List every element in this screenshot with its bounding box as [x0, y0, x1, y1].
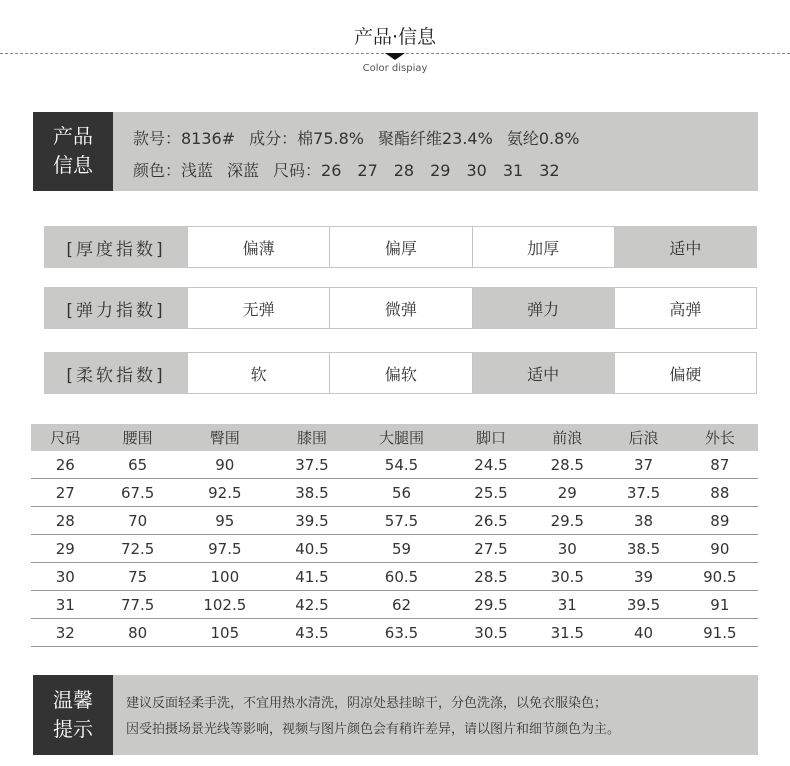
col-header-waist: 腰围: [100, 424, 176, 451]
table-cell: 62: [350, 591, 453, 619]
table-cell: 105: [176, 619, 274, 647]
table-cell: 59: [350, 535, 453, 563]
size-table: [31, 424, 758, 647]
table-cell: 28.5: [453, 563, 529, 591]
softness-option-slightly-soft: 偏软: [330, 352, 472, 394]
table-cell: 29: [31, 535, 100, 563]
header-arrow-marker: [385, 53, 405, 60]
table-cell: 80: [100, 619, 176, 647]
table-cell: 39.5: [274, 507, 350, 535]
col-header-leg-opening: 脚口: [453, 424, 529, 451]
table-cell: 90.5: [682, 563, 758, 591]
table-cell: 37.5: [274, 451, 350, 479]
table-cell: 43.5: [274, 619, 350, 647]
thickness-option-medium: 适中: [615, 226, 757, 268]
table-cell: 91: [682, 591, 758, 619]
table-cell: 75: [100, 563, 176, 591]
table-cell: 91.5: [682, 619, 758, 647]
table-cell: 29.5: [529, 507, 605, 535]
table-cell: 42.5: [274, 591, 350, 619]
product-info-tag-line1: 产品: [53, 124, 93, 148]
care-tip-wash: 建议反面轻柔手洗，不宜用热水清洗，阴凉处悬挂晾干，分色洗涤，以免衣服染色；: [126, 696, 608, 711]
col-header-knee: 膝围: [274, 424, 350, 451]
table-cell: 102.5: [176, 591, 274, 619]
table-cell: 77.5: [100, 591, 176, 619]
table-cell: 88: [682, 479, 758, 507]
composition-spandex: 氨纶0.8%: [506, 129, 580, 148]
col-header-size: 尺码: [31, 424, 100, 451]
composition-cotton: 成分：棉75.8%: [249, 129, 364, 148]
care-tips-tag-line2: 提示: [53, 717, 93, 741]
table-cell: 27: [31, 479, 100, 507]
table-cell: 26: [31, 451, 100, 479]
color-dark-blue: 深蓝: [227, 161, 260, 180]
table-row: [31, 451, 758, 479]
table-cell: 92.5: [176, 479, 274, 507]
elasticity-option-stretch: 弹力: [473, 287, 615, 329]
table-cell: 72.5: [100, 535, 176, 563]
table-cell: 39.5: [605, 591, 681, 619]
table-cell: 41.5: [274, 563, 350, 591]
table-cell: 100: [176, 563, 274, 591]
care-tips-box: [33, 675, 758, 755]
table-cell: 29.5: [453, 591, 529, 619]
table-cell: 25.5: [453, 479, 529, 507]
table-cell: 31: [529, 591, 605, 619]
product-color-size-line: [133, 158, 574, 181]
table-cell: 38.5: [605, 535, 681, 563]
care-tips-tag: [33, 675, 113, 755]
table-cell: 31.5: [529, 619, 605, 647]
table-cell: 39: [605, 563, 681, 591]
table-cell: 30.5: [529, 563, 605, 591]
elasticity-option-high: 高弹: [615, 287, 757, 329]
table-cell: 27.5: [453, 535, 529, 563]
col-header-back-rise: 后浪: [605, 424, 681, 451]
table-cell: 67.5: [100, 479, 176, 507]
col-header-thigh: 大腿围: [350, 424, 453, 451]
softness-index-label: [柔软指数]: [44, 352, 188, 394]
col-header-front-rise: 前浪: [529, 424, 605, 451]
composition-polyester: 聚酯纤维23.4%: [377, 129, 493, 148]
table-cell: 30: [31, 563, 100, 591]
table-row: [31, 479, 758, 507]
table-row: [31, 591, 758, 619]
table-cell: 38.5: [274, 479, 350, 507]
table-cell: 37.5: [605, 479, 681, 507]
softness-option-soft: 软: [188, 352, 330, 394]
table-cell: 89: [682, 507, 758, 535]
care-tips-tag-line1: 温馨: [53, 688, 93, 712]
table-row: [31, 535, 758, 563]
table-row: [31, 507, 758, 535]
elasticity-index-label: [弹力指数]: [44, 287, 188, 329]
table-row: [31, 563, 758, 591]
softness-index-row: [44, 352, 757, 394]
table-cell: 30: [529, 535, 605, 563]
product-info-tag: [33, 112, 113, 191]
table-cell: 26.5: [453, 507, 529, 535]
table-cell: 54.5: [350, 451, 453, 479]
thickness-index-row: [44, 226, 757, 268]
table-cell: 37: [605, 451, 681, 479]
table-cell: 28.5: [529, 451, 605, 479]
table-cell: 24.5: [453, 451, 529, 479]
table-cell: 57.5: [350, 507, 453, 535]
table-cell: 97.5: [176, 535, 274, 563]
thickness-option-extra-thick: 加厚: [473, 226, 615, 268]
col-header-outseam: 外长: [682, 424, 758, 451]
size-list: 尺码：26 27 28 29 30 31 32: [273, 161, 560, 180]
thickness-option-thin: 偏薄: [188, 226, 330, 268]
table-row: [31, 619, 758, 647]
elasticity-option-none: 无弹: [188, 287, 330, 329]
section-subtitle: Color dispiay: [362, 63, 428, 74]
size-table-header-row: [31, 424, 758, 451]
table-cell: 38: [605, 507, 681, 535]
product-info-tag-line2: 信息: [53, 153, 93, 177]
elasticity-option-slight: 微弹: [330, 287, 472, 329]
section-title: 产品·信息: [353, 26, 437, 48]
style-number: 款号：8136#: [133, 129, 236, 148]
table-cell: 29: [529, 479, 605, 507]
product-info-box: [33, 112, 758, 191]
product-spec-line: [133, 126, 593, 149]
table-cell: 56: [350, 479, 453, 507]
color-light-blue: 颜色：浅蓝: [133, 161, 214, 180]
table-cell: 95: [176, 507, 274, 535]
thickness-index-label: [厚度指数]: [44, 226, 188, 268]
table-cell: 40: [605, 619, 681, 647]
table-cell: 70: [100, 507, 176, 535]
table-cell: 40.5: [274, 535, 350, 563]
table-cell: 60.5: [350, 563, 453, 591]
table-cell: 63.5: [350, 619, 453, 647]
care-tip-color-notice: 因受拍摄场景光线等影响，视频与图片颜色会有稍许差异，请以图片和细节颜色为主。: [126, 722, 621, 737]
elasticity-index-row: [44, 287, 757, 329]
thickness-option-thick: 偏厚: [330, 226, 472, 268]
table-cell: 87: [682, 451, 758, 479]
softness-option-medium: 适中: [473, 352, 615, 394]
table-cell: 30.5: [453, 619, 529, 647]
table-cell: 65: [100, 451, 176, 479]
table-cell: 32: [31, 619, 100, 647]
softness-option-stiff: 偏硬: [615, 352, 757, 394]
col-header-hip: 臀围: [176, 424, 274, 451]
table-cell: 90: [176, 451, 274, 479]
table-cell: 90: [682, 535, 758, 563]
table-cell: 28: [31, 507, 100, 535]
table-cell: 31: [31, 591, 100, 619]
